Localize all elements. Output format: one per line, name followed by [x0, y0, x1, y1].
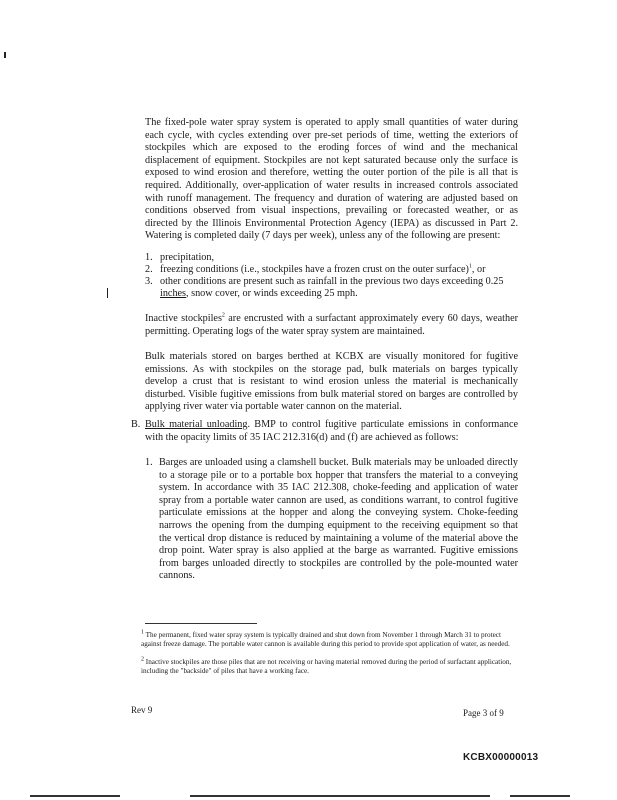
- footnote-separator: [145, 623, 257, 624]
- body-paragraph-2: Inactive stockpiles$^2$ are encrusted with a surfactant approximately every 60 days, weather permitting. Operating logs of the water spray system are maintained.: [145, 312, 518, 337]
- list-text: other conditions are present such as rainfall in the previous two days exceeding 0.25: [160, 276, 504, 287]
- section-b-label: B.: [131, 419, 141, 430]
- footnote-ref: 1: [468, 263, 472, 270]
- footnote-ref: 2: [221, 312, 225, 319]
- list-number: 3.: [145, 276, 153, 287]
- scan-edge: [190, 795, 490, 797]
- footnote-mark: 1: [141, 629, 144, 636]
- scan-mark: [4, 52, 6, 58]
- body-paragraph-1: The fixed-pole water spray system is operated to apply small quantities of water during each cycle, with cycles extending over pre-set periods of time, wetting the exteriors of stockpiles which are exposed to the eroding forces of wind and the mechanical displacement of equipment. Stockpiles are not kept saturated because only the surface is exposed to wind erosion and therefore, wetting the outer portion of the pile is all that is required. Additionally, over-application of water results in increased controls associated with runoff management. The frequency and duration of watering are adjusted based on conditions observed from visual inspections, prevailing or forecasted weather, or as directed by the Illinois Environmental Protection Agency (IEPA) as discussed in Part 2. Watering is completed daily (7 days per week), unless any of the following are present:: [145, 117, 518, 242]
- footnote-1: $^1$ The permanent, fixed water spray system is typically drained and shut down from November 1 through March 31 to protect against freeze damage. The portable water cannon is available during this period to provide spot application of water, as needed.: [141, 629, 510, 648]
- list-text: precipitation,: [160, 252, 215, 263]
- section-b-item-number: 1.: [145, 457, 153, 468]
- scan-edge: [30, 795, 120, 797]
- list-text-tail: , or: [471, 264, 486, 275]
- list-item-continuation: [160, 288, 518, 300]
- page-number: Page 3 of 9: [463, 708, 504, 718]
- list-text: freezing conditions (i.e., stockpiles have a frozen crust on the outer surface): [160, 264, 469, 275]
- scan-edge: [510, 795, 570, 797]
- scan-mark: [107, 288, 108, 298]
- list-text: , snow cover, or winds exceeding 25 mph.: [186, 288, 358, 299]
- footnote-2: $^2$ Inactive stockpiles are those piles that are not receiving or having material removed during the period of surfactant application, including the "backside" of piles that have a working face.: [141, 656, 512, 675]
- list-number: 1.: [145, 252, 153, 263]
- revision-label: Rev 9: [131, 705, 153, 715]
- footnote-mark: 2: [141, 656, 144, 663]
- list-text-underlined: inches: [160, 288, 187, 299]
- bates-number: KCBX00000013: [463, 752, 539, 763]
- section-b-item-1: Barges are unloaded using a clamshell bucket. Bulk materials may be unloaded directly to a storage pile or to a portable box hopper that transfers the material to a conveying system. In accordance with 35 IAC 212.308, choke-feeding and application of water spray from a portable water cannon are used, as conditions warrant, to control fugitive particulate emissions at the hopper and along the conveying system. Choke-feeding narrows the opening from the dumping equipment to the receiving equipment so that the vertical drop distance is reduced by maintaining a volume of the material above the drop point. Water spray is also applied at the barge as warranted. Fugitive emissions from barges unloaded directly to stockpiles are controlled by the pole-mounted water cannons.: [159, 457, 518, 582]
- list-number: 2.: [145, 264, 153, 275]
- body-paragraph-3: Bulk materials stored on barges berthed at KCBX are visually monitored for fugitive emissions. As with stockpiles on the storage pad, bulk materials on barges typically develop a crust that is resistant to wind erosion unless the material is mechanically disturbed. Visible fugitive emissions from bulk material stored on barges are controlled by applying river water via portable water cannon on the material.: [145, 351, 518, 413]
- section-b-title: Bulk material unloading: [145, 419, 248, 430]
- section-b-paragraph: Bulk material unloading. BMP to control fugitive particulate emissions in conformance with the opacity limits of 35 IAC 212.316(d) and (f) are achieved as follows:: [145, 419, 518, 443]
